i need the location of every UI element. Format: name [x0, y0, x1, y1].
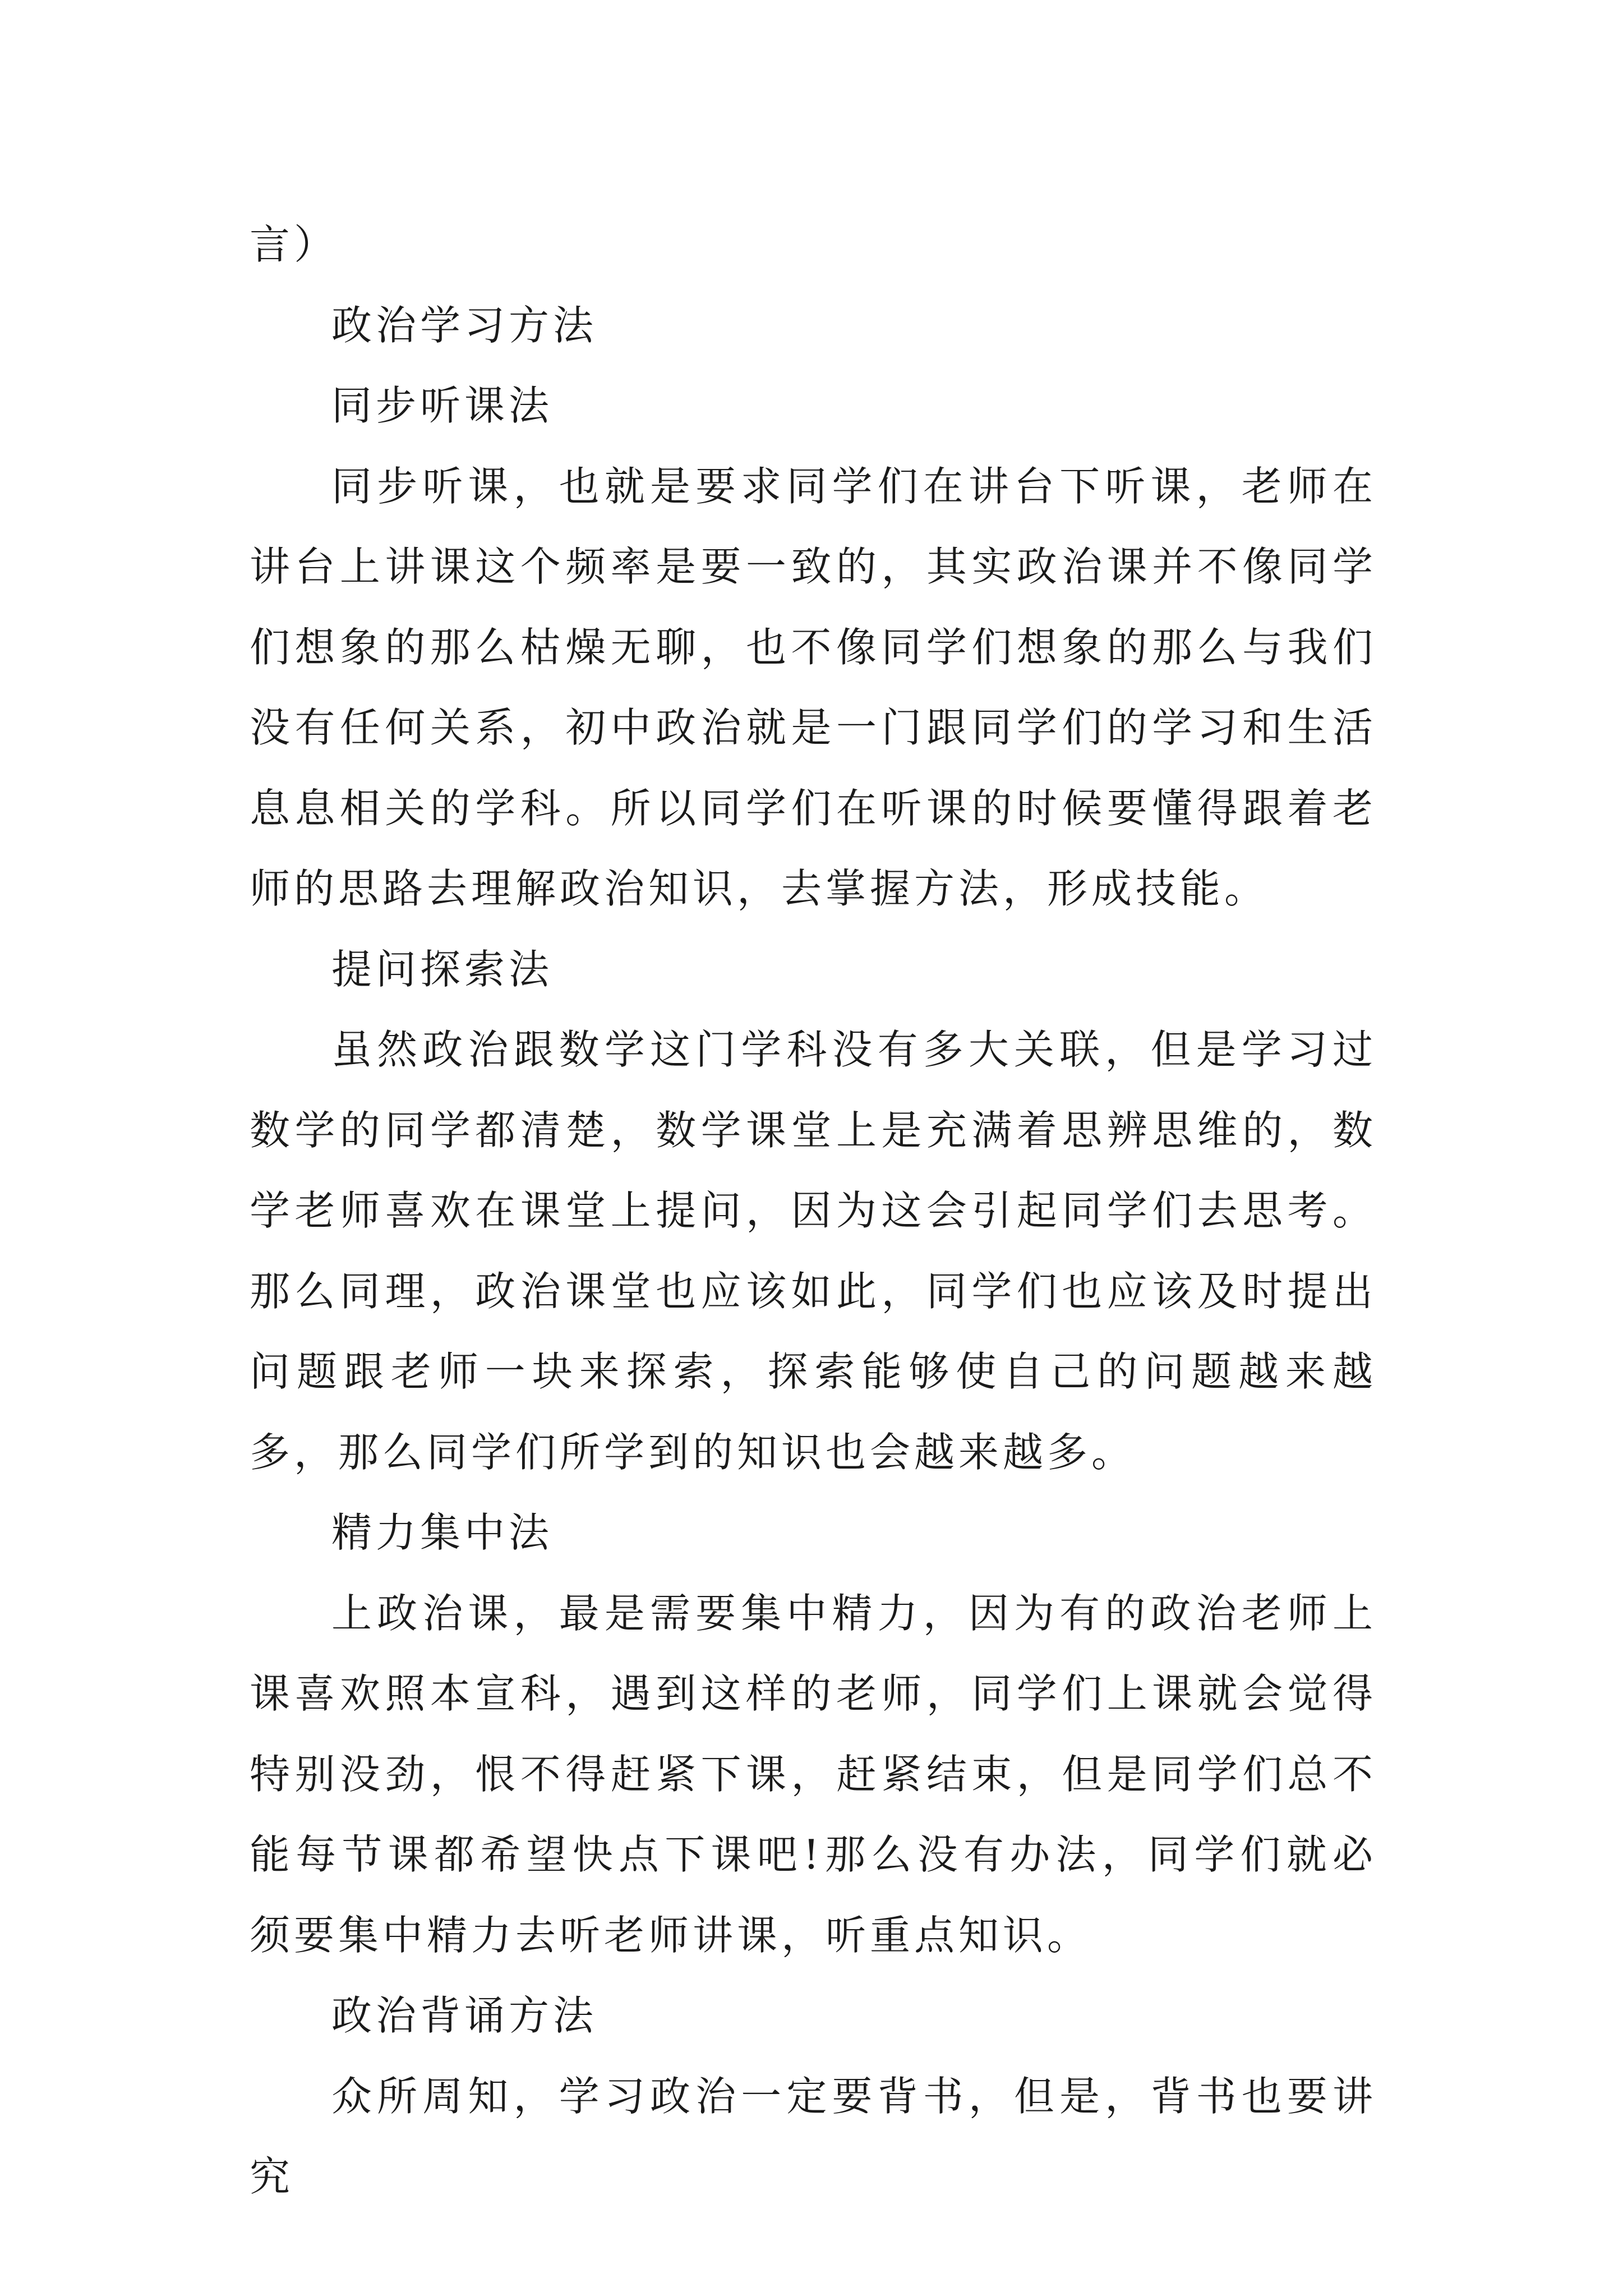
method-title-question-exploration: 提问探索法	[331, 945, 554, 993]
method-title-concentration: 精力集中法	[331, 1509, 554, 1556]
section-title-recitation-methods: 政治背诵方法	[331, 1992, 598, 2039]
paragraph-concentration: 上政治课，最是需要集中精力，因为有的政治老师上课喜欢照本宣科，遇到这样的老师，同学们上课就会觉得特别没劲，恨不得赶紧下课，赶紧结束，但是同学们总不能每节课都希望快点下课吧!那么没有办法，同学们就必须要集中精力去听老师讲课，听重点知识。	[250, 1589, 1377, 1959]
document-body	[250, 205, 1377, 2217]
continuation-text: 言）	[250, 221, 339, 268]
paragraph-recitation: 众所周知，学习政治一定要背书，但是，背书也要讲究	[250, 2072, 1377, 2200]
section-title-study-methods: 政治学习方法	[331, 301, 598, 349]
paragraph-synchronous-listening: 同步听课，也就是要求同学们在讲台下听课，老师在讲台上讲课这个频率是要一致的，其实政治课并不像同学们想象的那么枯燥无聊，也不像同学们想象的那么与我们没有任何关系，初中政治就是一门跟同学们的学习和生活息息相关的学科。所以同学们在听课的时候要懂得跟着老师的思路去理解政治知识，去掌握方法，形成技能。	[250, 462, 1377, 912]
method-title-synchronous-listening: 同步听课法	[331, 382, 554, 429]
paragraph-question-exploration: 虽然政治跟数学这门学科没有多大关联，但是学习过数学的同学都清楚，数学课堂上是充满着思辨思维的，数学老师喜欢在课堂上提问，因为这会引起同学们去思考。那么同理，政治课堂也应该如此，同学们也应该及时提出问题跟老师一块来探索，探索能够使自己的问题越来越多，那么同学们所学到的知识也会越来越多。	[250, 1026, 1377, 1476]
